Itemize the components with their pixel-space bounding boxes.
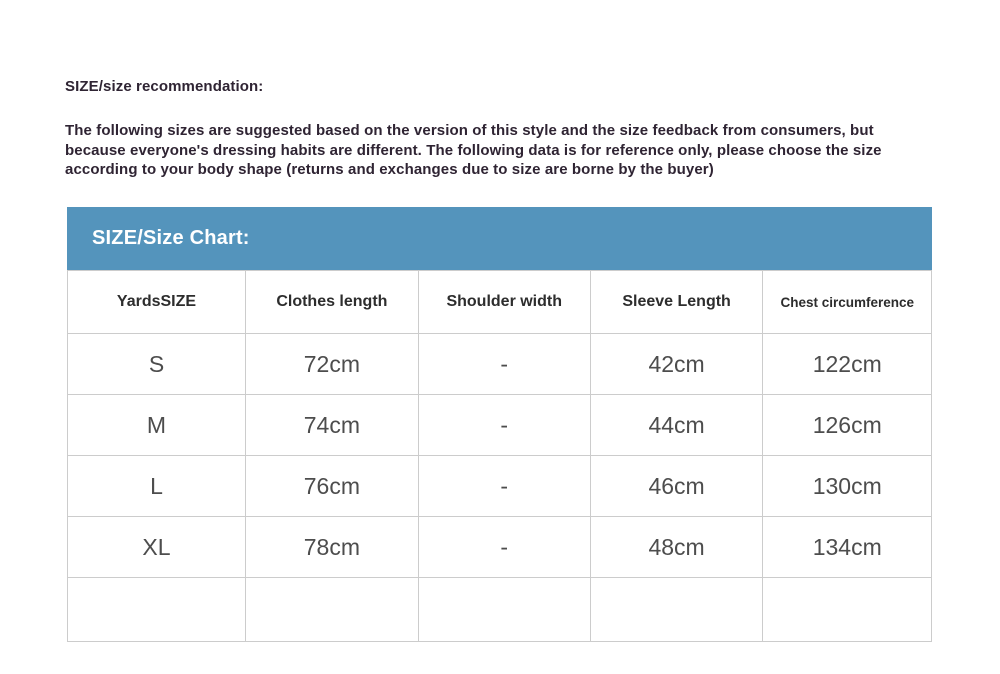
table-row [68, 517, 932, 578]
table-cell [590, 578, 763, 642]
size-chart-title: SIZE/Size Chart: [92, 227, 250, 249]
column-header: Chest circumference [763, 271, 932, 334]
table-cell: 126cm [763, 395, 932, 456]
size-chart-section [67, 207, 932, 642]
size-table-header-row [68, 271, 932, 334]
table-cell: 78cm [245, 517, 418, 578]
table-cell: 46cm [590, 456, 763, 517]
table-cell: L [68, 456, 246, 517]
table-cell: 74cm [245, 395, 418, 456]
table-cell: - [418, 395, 590, 456]
table-cell: - [418, 334, 590, 395]
table-cell: XL [68, 517, 246, 578]
table-cell: S [68, 334, 246, 395]
column-header: YardsSIZE [68, 271, 246, 334]
table-cell: 130cm [763, 456, 932, 517]
table-cell [68, 578, 246, 642]
table-row [68, 578, 932, 642]
column-header: Sleeve Length [590, 271, 763, 334]
table-cell [418, 578, 590, 642]
column-header: Clothes length [245, 271, 418, 334]
table-cell: 48cm [590, 517, 763, 578]
table-row [68, 395, 932, 456]
size-chart-title-bar [67, 207, 932, 270]
table-cell: 134cm [763, 517, 932, 578]
table-cell: 122cm [763, 334, 932, 395]
table-row [68, 334, 932, 395]
table-cell: 76cm [245, 456, 418, 517]
size-table [67, 270, 932, 642]
table-cell: 44cm [590, 395, 763, 456]
table-cell: 72cm [245, 334, 418, 395]
table-cell: - [418, 456, 590, 517]
table-cell [245, 578, 418, 642]
table-cell: M [68, 395, 246, 456]
table-cell: - [418, 517, 590, 578]
table-cell: 42cm [590, 334, 763, 395]
recommendation-body: The following sizes are suggested based on the version of this style and the size feedback from consumers, but because everyone's dressing habits are different. The following data is for reference only, please choose the size according to your body shape (returns and exchanges due to size are borne by the buyer) [65, 122, 882, 178]
table-cell [763, 578, 932, 642]
recommendation-heading: SIZE/size recommendation: [65, 78, 264, 95]
column-header: Shoulder width [418, 271, 590, 334]
table-row [68, 456, 932, 517]
